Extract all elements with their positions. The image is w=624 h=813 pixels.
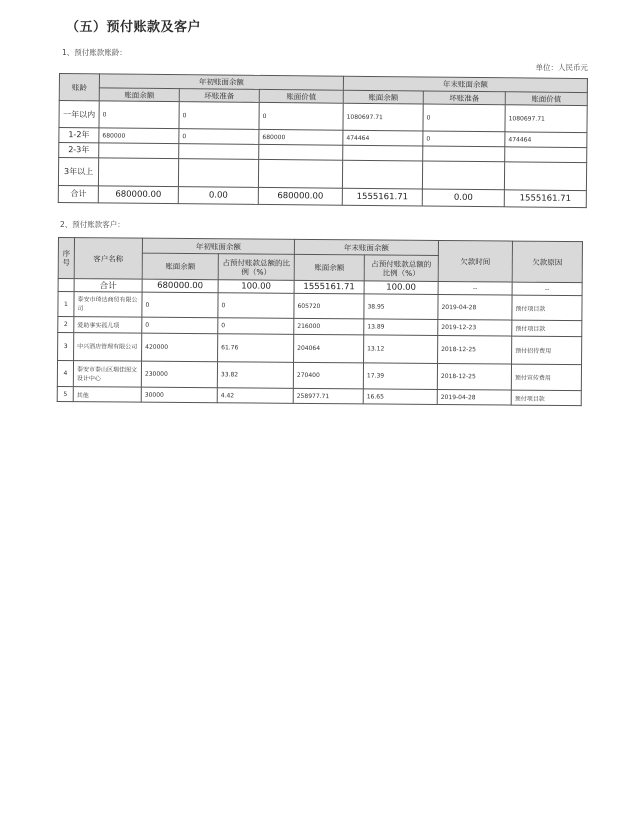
- table-cell: [179, 144, 259, 160]
- table-cell: 30000: [141, 387, 217, 403]
- table-cell: [98, 158, 178, 187]
- col-header: 账面价值: [259, 89, 343, 103]
- table-cell: 100.00: [218, 280, 294, 294]
- table-cell: [505, 147, 587, 163]
- table-cell: 0: [218, 293, 294, 319]
- table-cell: [58, 279, 74, 292]
- table-cell: 0: [142, 317, 218, 334]
- end-balance-header: 年末账面余额: [343, 76, 587, 92]
- seq-cell: 2: [58, 317, 74, 333]
- table-cell: [178, 187, 258, 205]
- table-cell: 1555161.71: [504, 190, 586, 208]
- table-cell: 680000.00: [142, 279, 218, 293]
- reason-header: 欠款原因: [512, 241, 582, 283]
- table-cell: [178, 159, 258, 188]
- table-cell: [342, 160, 422, 189]
- table-cell: 2018-12-25: [438, 335, 512, 364]
- col-header: 账面余额: [343, 90, 423, 104]
- table-cell: [99, 143, 179, 159]
- section-title: （五）预付账款及客户: [66, 20, 202, 35]
- table-cell: 204064: [294, 334, 364, 363]
- seq-cell: 1: [58, 292, 74, 317]
- table-cell: 13.89: [364, 319, 438, 336]
- table-cell: 2019-04-28: [438, 294, 512, 320]
- table-cell: 38.95: [364, 294, 438, 320]
- col-header: 账面价值: [505, 92, 587, 106]
- table-cell: 4.42: [217, 388, 293, 404]
- table-cell: 680000.00: [258, 187, 342, 205]
- name-header: 客户名称: [74, 238, 142, 280]
- table-cell: 61.76: [218, 334, 294, 363]
- table-cell: [423, 146, 505, 162]
- customer-name: 其他: [73, 387, 141, 403]
- table-cell: 270400: [293, 362, 363, 389]
- table-cell: 258977.71: [293, 388, 363, 404]
- table-cell: [422, 161, 504, 190]
- seq-header: 序号: [58, 238, 74, 279]
- row-label: 合计: [74, 279, 142, 293]
- col-header: 账面余额: [294, 254, 364, 281]
- row-label: 合计: [58, 185, 98, 202]
- table-cell: 1080697.71: [343, 103, 423, 131]
- col-header: 账面余额: [99, 88, 179, 102]
- table-cell: 预付宣传费用: [511, 364, 581, 391]
- table-cell: 1555161.71: [342, 188, 422, 206]
- table-cell: 680000.00: [98, 186, 178, 204]
- table-cell: 2018-12-25: [437, 363, 511, 390]
- row-label: 2-3年: [59, 143, 99, 158]
- table-cell: 100.00: [364, 281, 438, 295]
- begin-balance-header: 年初账面余额: [142, 238, 294, 254]
- table-cell: 680000: [259, 129, 343, 145]
- table-cell: 0: [179, 102, 259, 130]
- seq-cell: 3: [58, 333, 74, 361]
- aging-table: [58, 73, 588, 208]
- table-cell: 1555161.71: [294, 280, 364, 294]
- col-header: 账面余额: [142, 253, 218, 280]
- end-balance-header: 年末账面余额: [294, 239, 438, 255]
- table-cell: 0: [142, 292, 218, 318]
- customer-name: 泰安市泰山区瑞佳图文设计中心: [73, 361, 141, 388]
- table-cell: 0: [99, 101, 179, 129]
- table-row: [57, 386, 581, 405]
- table-cell: 0: [179, 129, 259, 145]
- table-cell: 230000: [141, 361, 217, 388]
- table-cell: [504, 162, 586, 191]
- row-label: 一年以内: [59, 101, 99, 128]
- table-cell: 216000: [294, 318, 364, 335]
- date-header: 欠款时间: [438, 240, 512, 282]
- aging-subtitle: 1、预付账款账龄：: [62, 48, 127, 57]
- table-cell: 2019-12-23: [438, 319, 512, 336]
- table-cell: 1080697.71: [505, 105, 587, 133]
- col-header: 坏账准备: [423, 91, 505, 105]
- table-row: [57, 361, 581, 391]
- age-header: 账龄: [59, 74, 99, 101]
- table-cell: 0: [218, 318, 294, 335]
- table-cell: 预付项目款: [512, 295, 582, 321]
- table-cell: [259, 144, 343, 160]
- row-label: 3年以上: [58, 158, 98, 186]
- table-cell: 预付招待费用: [512, 336, 582, 365]
- customer-subtitle: 2、预付账款客户：: [60, 220, 125, 229]
- customer-name: 泰安市琦达商贸有限公司: [74, 292, 142, 318]
- customer-name: 中兴酒店管理有限公司: [74, 333, 142, 362]
- table-row: [58, 333, 582, 365]
- col-header: 坏账准备: [179, 89, 259, 103]
- currency-unit: 单位：人民币元: [535, 63, 588, 72]
- table-cell: 474464: [505, 132, 587, 148]
- table-cell: --: [512, 282, 582, 296]
- table-cell: [258, 159, 342, 188]
- table-cell: 33.82: [217, 362, 293, 389]
- table-cell: 0: [423, 104, 505, 132]
- table-cell: 0.00: [422, 189, 504, 207]
- table-cell: 预付项目款: [511, 390, 581, 406]
- table-cell: --: [438, 281, 512, 295]
- table-cell: [343, 145, 423, 161]
- table-cell: 420000: [142, 333, 218, 362]
- table-cell: 13.12: [364, 335, 438, 364]
- table-cell: 16.65: [363, 389, 437, 405]
- customer-name: 爱助事实孤儿项: [74, 317, 142, 334]
- seq-cell: 4: [57, 361, 73, 387]
- seq-cell: 5: [57, 386, 73, 401]
- table-cell: 474464: [343, 130, 423, 146]
- customer-table: [57, 237, 583, 406]
- table-cell: 605720: [294, 293, 364, 319]
- begin-balance-header: 年初账面余额: [99, 74, 343, 90]
- col-header: 占预付账款总额的比例（%）: [218, 254, 294, 281]
- table-cell: 17.39: [363, 363, 437, 390]
- col-header: 占预付账款总额的比例（%）: [364, 255, 438, 282]
- table-cell: 680000: [99, 128, 179, 144]
- table-cell: 0: [259, 102, 343, 130]
- row-label: 1-2年: [59, 128, 99, 143]
- table-cell: 2019-04-28: [437, 389, 511, 405]
- table-cell: 0: [423, 131, 505, 147]
- table-cell-value: 0.00: [208, 190, 228, 201]
- table-cell: 预付项目款: [512, 320, 582, 337]
